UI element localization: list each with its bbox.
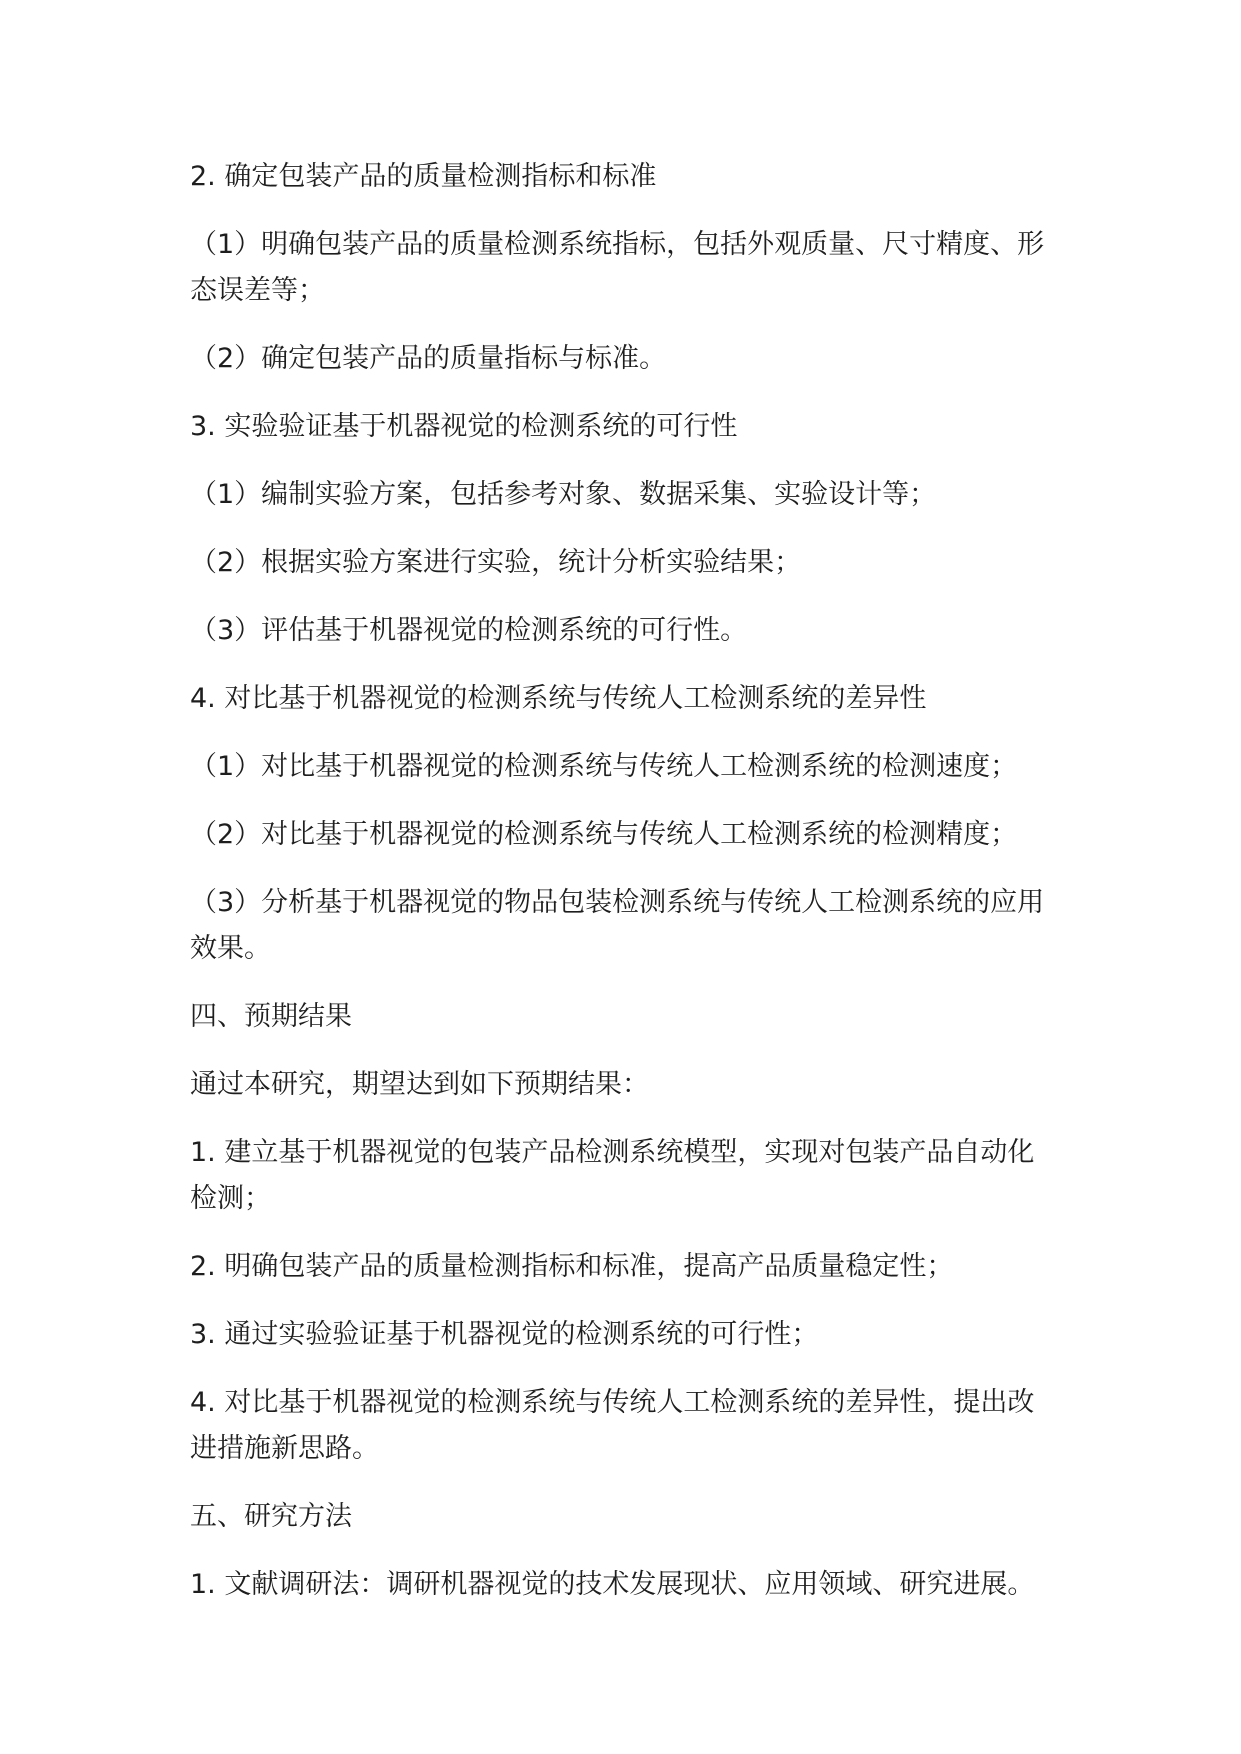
numbered-item — [190, 1244, 1052, 1290]
text-line: （1）对比基于机器视觉的检测系统与传统人工检测系统的检测速度； — [190, 751, 1018, 782]
sub-item — [190, 744, 1052, 790]
sub-item — [190, 880, 1052, 972]
numbered-item — [190, 1312, 1052, 1358]
text-line: 1. 建立基于机器视觉的包装产品检测系统模型，实现对包装产品自动化 — [190, 1137, 1035, 1168]
text-line: 3. 通过实验验证基于机器视觉的检测系统的可行性； — [190, 1319, 819, 1350]
text-line: 3. 实验验证基于机器视觉的检测系统的可行性 — [190, 411, 738, 442]
text-line: 四、预期结果 — [190, 1001, 352, 1032]
document-body — [190, 154, 1052, 1630]
text-line: （1）明确包装产品的质量检测系统指标，包括外观质量、尺寸精度、形 — [190, 229, 1045, 260]
text-line: 五、研究方法 — [190, 1501, 352, 1532]
numbered-item — [190, 1562, 1052, 1608]
text-line: 4. 对比基于机器视觉的检测系统与传统人工检测系统的差异性 — [190, 683, 927, 714]
sub-item — [190, 812, 1052, 858]
section-heading — [190, 1494, 1052, 1540]
text-line: 通过本研究，期望达到如下预期结果： — [190, 1069, 649, 1100]
numbered-heading — [190, 404, 1052, 450]
numbered-heading — [190, 154, 1052, 200]
text-line: 2. 确定包装产品的质量检测指标和标准 — [190, 161, 657, 192]
sub-item — [190, 222, 1052, 314]
text-line: （1）编制实验方案，包括参考对象、数据采集、实验设计等； — [190, 479, 937, 510]
sub-item — [190, 608, 1052, 654]
text-line: （3）评估基于机器视觉的检测系统的可行性。 — [190, 615, 748, 646]
sub-item — [190, 336, 1052, 382]
sub-item — [190, 540, 1052, 586]
section-heading — [190, 994, 1052, 1040]
body-paragraph — [190, 1062, 1052, 1108]
text-line: 检测； — [190, 1183, 271, 1214]
sub-item — [190, 472, 1052, 518]
text-line: 态误差等； — [190, 275, 325, 306]
numbered-heading — [190, 676, 1052, 722]
numbered-item — [190, 1130, 1052, 1222]
text-line: 进措施新思路。 — [190, 1433, 379, 1464]
text-line: （2）根据实验方案进行实验，统计分析实验结果； — [190, 547, 802, 578]
text-line: 1. 文献调研法：调研机器视觉的技术发展现状、应用领域、研究进展。 — [190, 1569, 1035, 1600]
text-line: 2. 明确包装产品的质量检测指标和标准，提高产品质量稳定性； — [190, 1251, 954, 1282]
text-line: 4. 对比基于机器视觉的检测系统与传统人工检测系统的差异性，提出改 — [190, 1387, 1035, 1418]
numbered-item — [190, 1380, 1052, 1472]
text-line: （2）确定包装产品的质量指标与标准。 — [190, 343, 667, 374]
text-line: （2）对比基于机器视觉的检测系统与传统人工检测系统的检测精度； — [190, 819, 1018, 850]
text-line: （3）分析基于机器视觉的物品包装检测系统与传统人工检测系统的应用 — [190, 887, 1045, 918]
text-line: 效果。 — [190, 933, 271, 964]
